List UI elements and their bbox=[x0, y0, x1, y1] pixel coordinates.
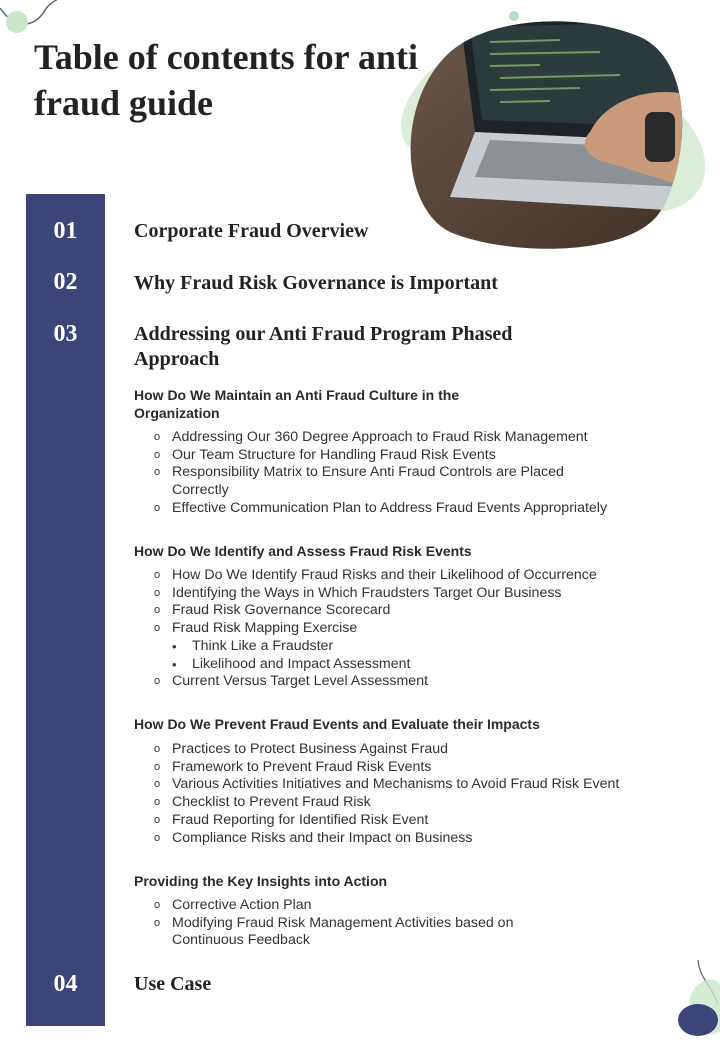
list-item: • Think Like a Fraudster bbox=[172, 637, 334, 654]
page-title: Table of contents for anti fraud guide bbox=[34, 37, 419, 123]
list-item: o Compliance Risks and their Impact on Business bbox=[154, 829, 473, 846]
list-item: o Current Versus Target Level Assessment bbox=[154, 673, 429, 690]
list-item: • Likelihood and Impact Assessment bbox=[172, 655, 411, 672]
section-title-01: Corporate Fraud Overview bbox=[134, 220, 369, 242]
list-item: o Fraud Risk Governance Scorecard bbox=[154, 602, 391, 619]
list-item: o Our Team Structure for Handling Fraud Risk Events bbox=[154, 446, 496, 463]
list-item: o Fraud Risk Mapping Exercise bbox=[154, 620, 358, 637]
section-number-02: 02 bbox=[53, 269, 78, 295]
list-item: o How Do We Identify Fraud Risks and their Likelihood of Occurrence bbox=[154, 567, 597, 583]
group-heading-insights: Providing the Key Insights into Action bbox=[134, 873, 388, 889]
list-item: o Fraud Reporting for Identified Risk Event bbox=[154, 811, 429, 828]
section-number-01: 01 bbox=[53, 218, 78, 244]
list-item: o Effective Communication Plan to Address Fraud Events Appropriately bbox=[154, 499, 608, 516]
decorative-blob-bottom bbox=[660, 960, 720, 1040]
sidebar-band bbox=[26, 194, 105, 1026]
group-list-culture bbox=[154, 429, 644, 518]
section-number-03: 03 bbox=[53, 321, 78, 347]
list-item: o Modifying Fraud Risk Management Activities based on Continuous Feedback bbox=[154, 914, 514, 949]
group-list-identify bbox=[154, 567, 644, 691]
list-item: o Identifying the Ways in Which Fraudsters Target Our Business bbox=[154, 584, 562, 601]
list-item: o Practices to Protect Business Against Fraud bbox=[154, 741, 448, 757]
group-heading-culture: How Do We Maintain an Anti Fraud Culture in the Organization bbox=[134, 387, 460, 421]
section-title-03: Addressing our Anti Fraud Program Phased Approach bbox=[134, 323, 513, 370]
list-item: o Various Activities Initiatives and Mechanisms to Avoid Fraud Risk Event bbox=[154, 776, 620, 793]
section-title-02: Why Fraud Risk Governance is Important bbox=[134, 272, 498, 294]
list-item: o Responsibility Matrix to Ensure Anti Fraud Controls are Placed Correctly bbox=[154, 464, 564, 499]
list-item: o Corrective Action Plan bbox=[154, 897, 312, 913]
list-item: o Addressing Our 360 Degree Approach to Fraud Risk Management bbox=[154, 429, 588, 445]
section-title-04: Use Case bbox=[134, 973, 212, 995]
laptop-photo bbox=[390, 12, 715, 257]
group-list-prevent bbox=[154, 741, 654, 847]
section-number-04: 04 bbox=[53, 971, 78, 997]
group-list-insights bbox=[154, 897, 644, 950]
list-item: o Framework to Prevent Fraud Risk Events bbox=[154, 758, 432, 775]
group-heading-identify: How Do We Identify and Assess Fraud Risk Events bbox=[134, 543, 472, 559]
group-heading-prevent: How Do We Prevent Fraud Events and Evaluate their Impacts bbox=[134, 716, 540, 732]
list-item: o Checklist to Prevent Fraud Risk bbox=[154, 794, 371, 811]
